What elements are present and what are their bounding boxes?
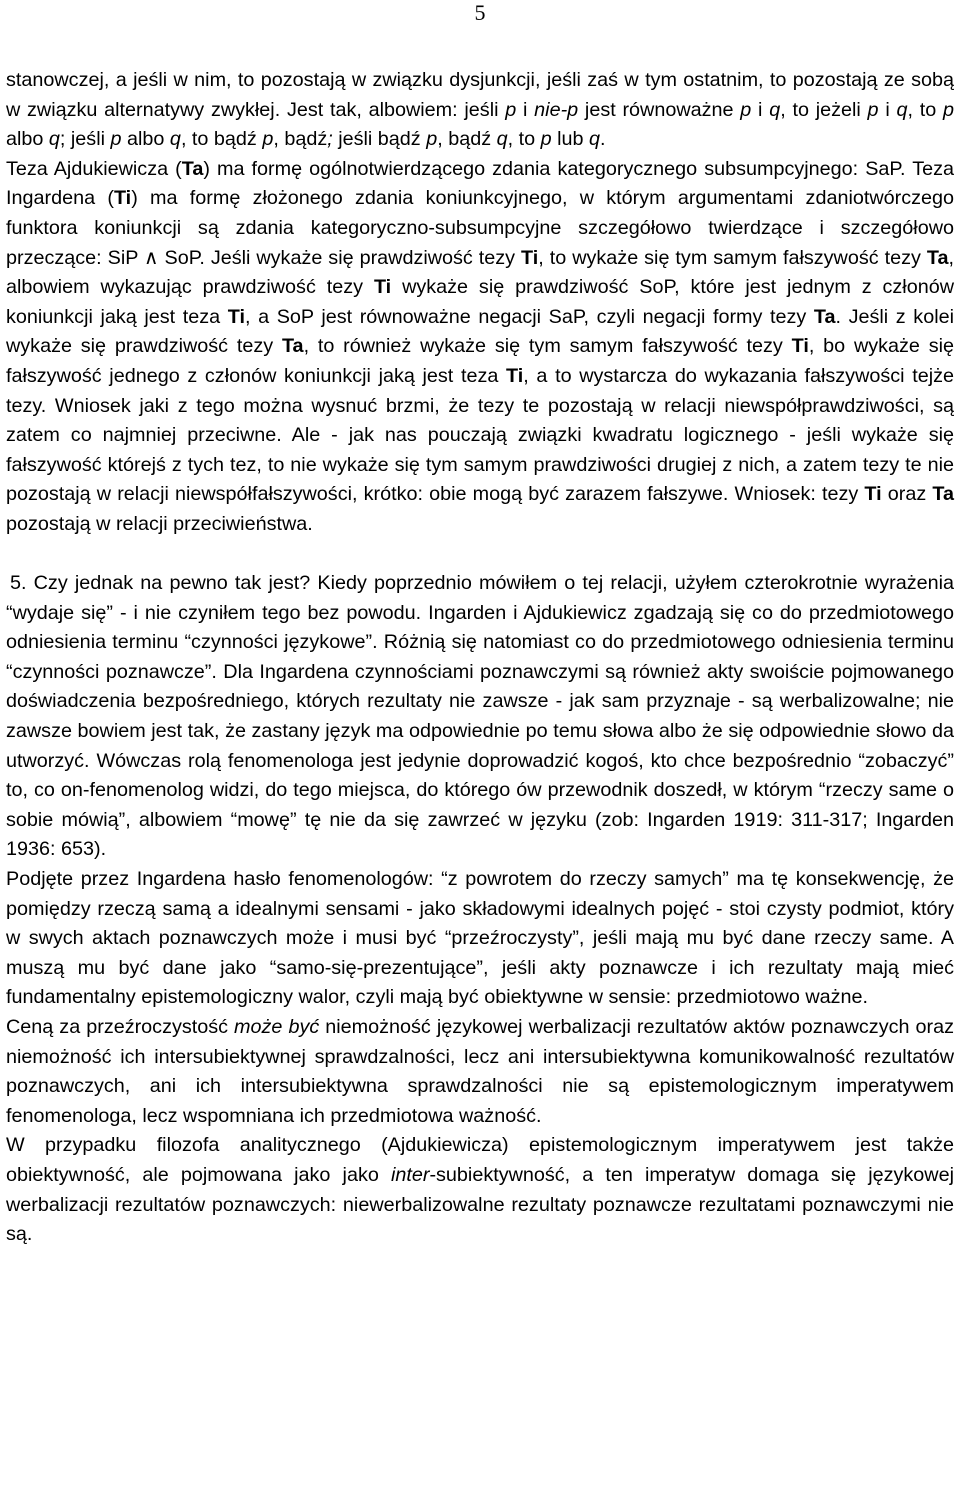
paragraph-phenomenology: Podjęte przez Ingardena hasło fenomenologów: “z powrotem do rzeczy samych” ma tę konsekwencję, że pomiędzy rzeczą samą a idealnymi sensami - jako składowymi idealnych pojęć - stoi czysty podmiot, który w swych aktach poznawczych może i musi być “przeźroczysty”, jeśli mają mu być dane rzeczy same. A muszą mu być dane jako “samo-się-prezentujące”, jeśli akty poznawcze i ich rezultaty mają mieć fundamentalny epistemologiczny walor, czyli mają być obiektywne w sensie: przedmiotowo ważne.	[6, 868, 954, 1009]
paragraph-theses: Teza Ajdukiewicza (Ta) ma formę ogólnotwierdzącego zdania kategorycznego subsumpcyjnego: SaP. Teza Ingardena (Ti) ma formę złożonego zdania koniunkcyjnego, w którym argumentami zdaniotwórczego funktora koniunkcji są zdania kategoryczno-subsumpcyjne szczegółowo twierdzące i szczegółowo przeczące: SiP ∧ SoP. Jeśli wykaże się prawdziwość tezy Ti, to wykaże się tym samym fałszywość tezy Ta, albowiem wykazując prawdziwość tezy Ti wykaże się prawdziwość SoP, które jest jednym z członów koniunkcji jaką jest teza Ti, a SoP jest równoważne negacji SaP, czyli negacji formy tezy Ta. Jeśli z kolei wykaże się prawdziwość tezy Ta, to również wykaże się tym samym fałszywość tezy Ti, bo wykaże się fałszywość jednego z członów koniunkcji jaką jest teza Ti, a to wystarcza do wykazania fałszywości tejże tezy. Wniosek jaki z tego można wysnuć brzmi, że tezy te pozostają w relacji niewspółprawdziwości, są zatem co najmniej przeciwne. Ale - jak nas pouczają związki kwadratu logicznego - jeśli wykaże się fałszywość którejś z tych tez, to nie wykaże się tym samym prawdziwości drugiej z nich, a zatem tezy te nie pozostają w relacji niewspółfałszywości, krótko: obie mogą być zarazem fałszywe. Wniosek: tezy Ti oraz Ta pozostają w relacji przeciwieństwa.	[6, 157, 954, 535]
paragraph-transparency: Ceną za przeźroczystość może być niemożność językowej werbalizacji rezultatów aktów poznawczych oraz niemożność ich intersubiektywnej sprawdzalności, lecz ani intersubiektywna komunikowalność rezultatów poznawczych, ani ich intersubiektywna sprawdzalności nie są epistemologicznym imperatywem fenomenologa, lecz wspomniana ich przedmiotowa ważność.	[6, 1016, 954, 1127]
conjunction-symbol: ∧	[144, 246, 159, 269]
paragraph-analytic-philosopher: W przypadku filozofa analitycznego (Ajdukiewicza) epistemologicznym imperatywem jest także obiektywność, ale pojmowana jako jako inter-subiektywność, a ten imperatyw domaga się językowej werbalizacji rezultatów poznawczych: niewerbalizowalne rezultaty poznawcze rezultatami poznawczymi nie są.	[6, 1134, 954, 1246]
document-body	[6, 66, 954, 1250]
paragraph-continuation: stanowczej, a jeśli w nim, to pozostają w związku dysjunkcji, jeśli zaś w tym ostatnim, to pozostają ze sobą w związku alternatywy zwykłej. Jest tak, albowiem: jeśli p i nie-p jest równoważne p i q, to jeżeli p i q, to p albo q; jeśli p albo q, to bądź p, bądź; jeśli bądź p, bądź q, to p lub q.	[6, 69, 954, 151]
page-number: 5	[474, 0, 486, 25]
paragraph-section-5: 5. Czy jednak na pewno tak jest? Kiedy poprzednio mówiłem o tej relacji, użyłem czterokrotnie wyrażenia “wydaje się” - i nie czyniłem tego bez powodu. Ingarden i Ajdukiewicz zgadzają się co do przedmiotowego odniesienia terminu “czynności językowe”. Różnią się natomiast co do przedmiotowego odniesienia terminu “czynności poznawcze”. Dla Ingardena czynnościami poznawczymi są również akty swoiście pojmowanego doświadczenia bezpośredniego, których rezultaty nie zawsze - jak sam przyznaje - są werbalizowalne; nie zawsze bowiem jest tak, że zastany język ma odpowiednie po temu słowa albo że się odpowiednie słowo da utworzyć. Wówczas rolą fenomenologa jest jedynie doprowadzić kogoś, kto chce bezpośrednio “zobaczyć” to, co on-fenomenolog widzi, do tego miejsca, do którego ów przewodnik doszedł, w którym “rzeczy same o sobie mówią”, albowiem “mowę” tę nie da się zawrzeć w języku (zob: Ingarden 1919: 311-317; Ingarden 1936: 653).	[6, 572, 954, 861]
